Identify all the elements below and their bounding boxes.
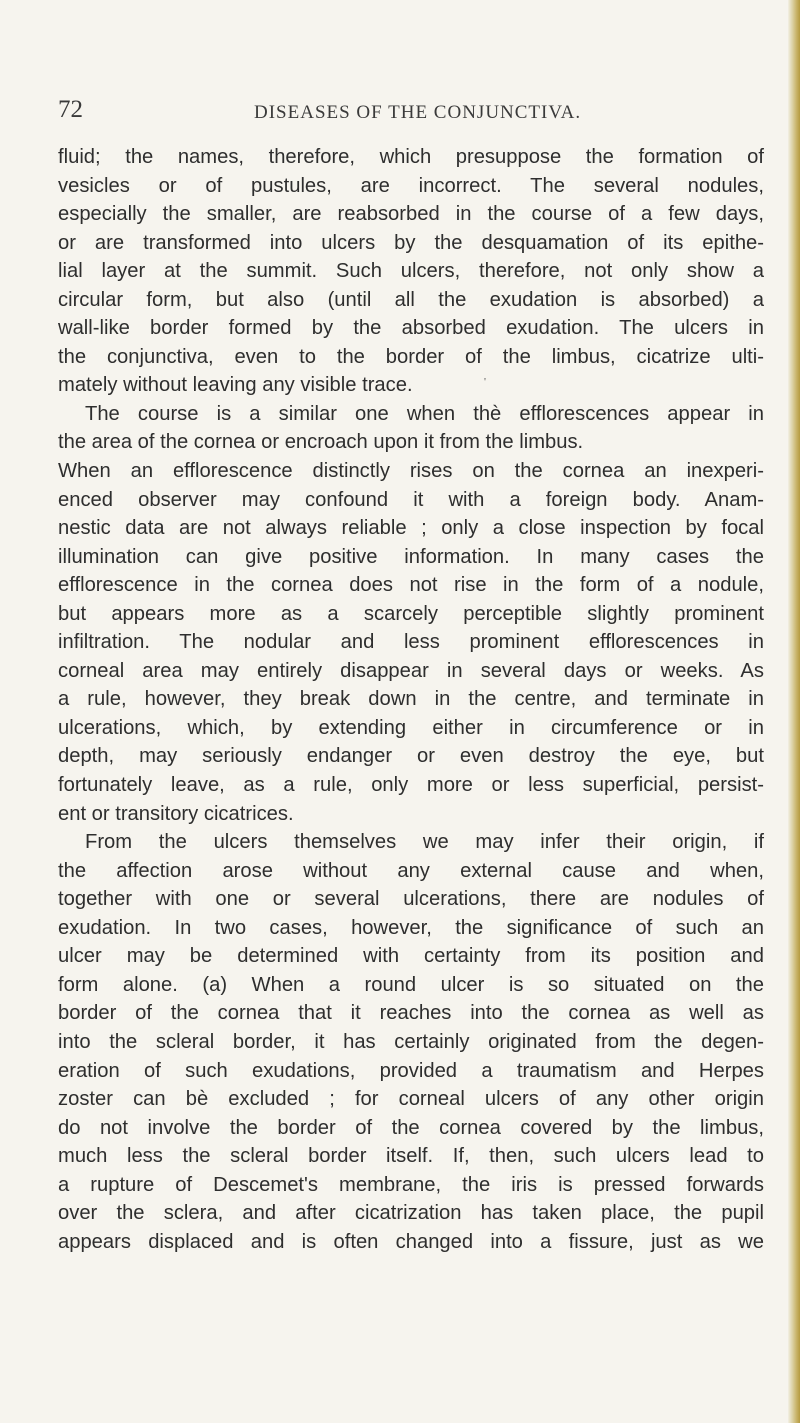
text-line: When an efflorescence distinctly rises on the cornea an inexperi- <box>58 460 764 483</box>
text-line: do not involve the border of the cornea covered by the limbus, <box>58 1116 764 1139</box>
text-line: or are transformed into ulcers by the desquamation of its epithe- <box>58 231 764 254</box>
text-line: fluid; the names, therefore, which presuppose the formation of <box>58 146 764 168</box>
text-line: wall-like border formed by the absorbed exudation. The ulcers in <box>58 317 764 340</box>
text-line: ulcerations, which, by extending either in circumference or in <box>58 716 764 739</box>
text-line: over the sclera, and after cicatrization has taken place, the pupil <box>58 1202 764 1225</box>
text-line: exudation. In two cases, however, the significance of such an <box>58 916 764 939</box>
page-number: 72 <box>58 96 83 123</box>
page-header <box>58 96 758 136</box>
text-line: into the scleral border, it has certainly originated from the degen- <box>58 1030 764 1053</box>
text-line: but appears more as a scarcely perceptible slightly prominent <box>58 602 764 625</box>
text-line: From the ulcers themselves we may infer their origin, if <box>85 831 764 854</box>
text-line: the affection arose without any external cause and when, <box>58 859 764 882</box>
text-line: zoster can bè excluded ; for corneal ulcers of any other origin <box>58 1088 764 1111</box>
text-line: border of the cornea that it reaches into the cornea as well as <box>58 1002 764 1025</box>
text-line: eration of such exudations, provided a traumatism and Herpes <box>58 1059 764 1082</box>
text-line: fortunately leave, as a rule, only more or less superficial, persist- <box>58 774 764 797</box>
text-line: ent or transitory cicatrices. <box>58 802 294 825</box>
text-line: appears displaced and is often changed into a fissure, just as we <box>58 1230 764 1253</box>
text-line: much less the scleral border itself. If, then, such ulcers lead to <box>58 1145 764 1168</box>
text-line: vesicles or of pustules, are incorrect. The several nodules, <box>58 174 764 197</box>
text-line: efflorescence in the cornea does not rise in the form of a nodule, <box>58 574 764 597</box>
text-line: together with one or several ulcerations, there are nodules of <box>58 888 764 911</box>
text-line: illumination can give positive information. In many cases the <box>58 545 764 568</box>
text-line: depth, may seriously endanger or even destroy the eye, but <box>58 745 764 768</box>
text-line: circular form, but also (until all the exudation is absorbed) a <box>58 288 764 311</box>
text-line: a rupture of Descemet's membrane, the iris is pressed forwards <box>58 1173 764 1196</box>
text-line: The course is a similar one when thè efflorescences appear in <box>85 402 764 425</box>
running-title: DISEASES OF THE CONJUNCTIVA. <box>254 102 582 123</box>
page-edge <box>788 0 800 1423</box>
text-line: the area of the cornea or encroach upon it from the limbus. <box>58 431 584 454</box>
text-line: mately without leaving any visible trace. <box>58 374 413 397</box>
text-line: especially the smaller, are reabsorbed in the course of a few days, <box>58 203 764 226</box>
text-line: enced observer may confound it with a foreign body. Anam- <box>58 488 764 511</box>
text-line: corneal area may entirely disappear in several days or weeks. As <box>58 659 764 682</box>
text-line: the conjunctiva, even to the border of the limbus, cicatrize ulti- <box>58 345 764 368</box>
text-line: lial layer at the summit. Such ulcers, therefore, not only show a <box>58 260 764 283</box>
text-line: ulcer may be determined with certainty from its position and <box>58 945 764 968</box>
body-text <box>58 143 764 1256</box>
text-line: a rule, however, they break down in the centre, and terminate in <box>58 688 764 711</box>
text-line: infiltration. The nodular and less prominent efflorescences in <box>58 631 764 654</box>
stray-mark: ' <box>484 376 486 388</box>
text-line: form alone. (a) When a round ulcer is so situated on the <box>58 973 764 996</box>
text-line: nestic data are not always reliable ; only a close inspection by focal <box>58 517 764 540</box>
